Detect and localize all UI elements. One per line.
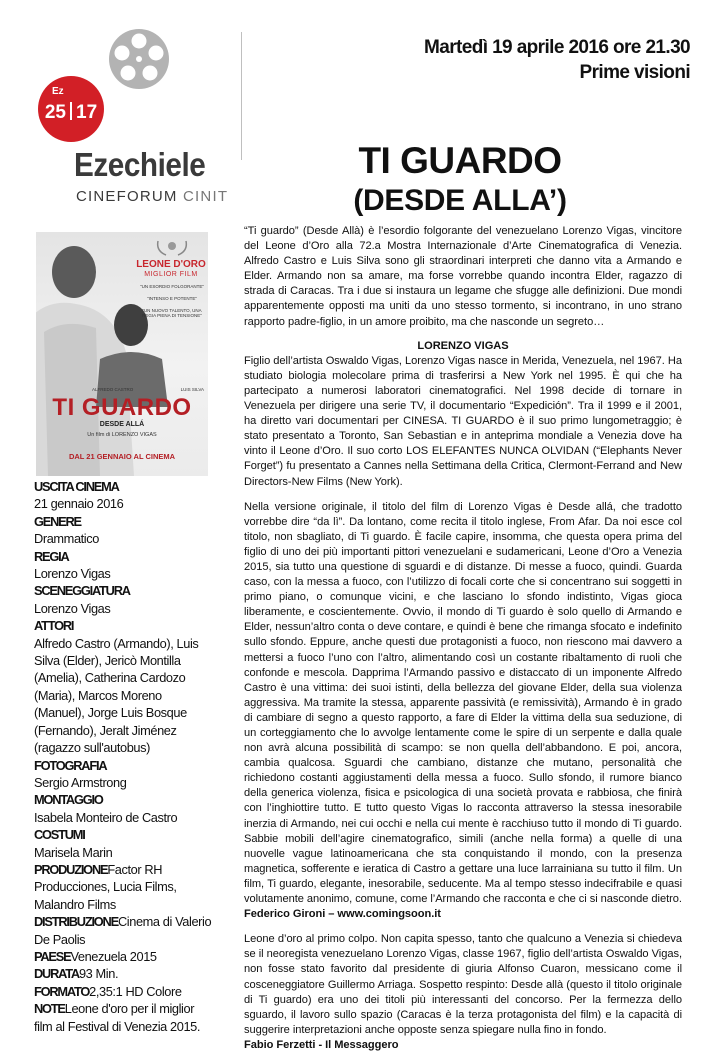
credit-value: Venezuela 2015 (70, 948, 157, 964)
poster-award-sub: MIGLIOR FILM (144, 271, 198, 278)
credit-label: GENERE (34, 513, 81, 529)
credit-row (34, 948, 212, 965)
credit-row (34, 965, 212, 982)
credit-row (34, 913, 212, 948)
logo-sub-cineforum: CINEFORUM (76, 188, 178, 205)
review-comingsoon: Nella versione originale, il titolo del film di Lorenzo Vigas è Desde allá, che tradotto vorrebbe dire “da lì”. Da lontano, come recita il titolo inglese, From Afar. Da noi esce col titolo, non sbagliato, di Ti guardo. È facile capire, insomma, che questa opera prima del figlio di uno dei più importanti pittori venezuelani e sudamericani, Leone d’Oro a Venezia 2015, sia tutto una questione di sguardi e di distanze. Di messe a fuoco, quindi. Guarda caso, con la messa a fuoco, con l’utilizzo di focali corte che si concentrano sui soggetti in primo piano, o comunque vicini, e che lasciano lo sfondo indistinto, Vigas gioca liberamente, e coscientemente. Ovvio, il mondo di Ti guardo è solo quello di Armando e Elder, nessun’altro conta o deve contare, e quindi è bene che rimanga sfocato e indefinito sullo sfondo. Eppure, anche questi due protagonisti a fuoco, non riescono mai davvero a mettersi a fuoco l’uno con l’altro, alimentando così un costante ribaltamento di ruoli che confonde e mescola. Dapprima l’Armando passivo e distaccato di un imponente Alfredo Castro è una vittima: dei suoi istinti, della bellezza del giovane Elder, della sua violenza aggressiva. Ma tramite la stessa, apparente passività (e remissività), Armando è in grado di cambiare di segno a questo rapporto, a fare di Elder la vittima della sua seduzione, di un corteggiamento che lo avvolge lentamente come le spire di un serpente e dalla quale non avrà alcuna possibilità di scampo: se non quella dell’abbandono. E poi, ancora, cambia qualcosa. Sguardi che cambiano, distanze che mutano, personalità che richiedono costanti aggiustamenti della messa a fuoco. Sullo sfondo, il rumore bianco della generica violenza, fisica e psicologica di una società provata e rabbiosa, che finirà con l’inghiottire tutto. E tutto questo Vigas lo racconta attraverso la stessa inesorabile inerzia di Armando, nei cui occhi e nella cui mente è racchiuso tutto il mondo di Ti guardo. Sabbie mobili dell’agire cinematografico, simili (anche nella forma) a quelle di una nuovelle vague latinoamericana che sta conquistando il mondo, con la presenza magnetica, sofferente e ieratica di Castro a gettare una luce larrainiana su tutto il film. Un film, Ti guardo, elegante, inesorabile, seducente. Ma al tempo stesso indecifrabile e quasi volutamente anonimo, comune, come l’Armando che racconta e che ci si nasconde dietro. (244, 500, 682, 906)
credit-label: SCENEGGIATURA (34, 583, 130, 599)
poster-quote: "UN ESORDIO FOLGORANTE" (140, 284, 204, 289)
poster-award: LEONE D'ORO (136, 259, 206, 270)
credit-row (34, 826, 212, 861)
article-body (244, 224, 682, 1053)
poster-cast-left: ALFREDO CASTRO (92, 387, 134, 392)
credit-value: 21 gennaio 2016 (34, 496, 124, 512)
credit-label: ATTORI (34, 618, 74, 634)
credit-value: Lorenzo Vigas (34, 600, 111, 616)
header-divider (241, 32, 242, 160)
credit-row (34, 791, 212, 826)
credit-row (34, 513, 212, 548)
poster-title: TI GUARDO (52, 394, 192, 421)
screening-date: Martedì 19 aprile 2016 ore 21.30 (424, 37, 690, 58)
credit-value: Leone d'oro per il miglior film al Festival di Venezia 2015. (34, 1001, 201, 1034)
film-poster (36, 232, 208, 476)
credit-label: DURATA (34, 966, 79, 982)
film-credits (34, 478, 212, 1035)
poster-release-date: DAL 21 GENNAIO AL CINEMA (68, 452, 176, 461)
credit-row (34, 548, 212, 583)
credit-value: Sergio Armstrong (34, 774, 127, 790)
credit-value: 2,35:1 HD Colore (89, 983, 182, 999)
credit-value: Cinema di Valerio De Paolis (34, 914, 212, 947)
logo-badge (38, 76, 104, 142)
credit-row (34, 861, 212, 913)
credit-value: Factor RH Producciones, Lucia Films, Malandro Films (34, 861, 177, 912)
credit-label: REGIA (34, 548, 69, 564)
credit-row (34, 478, 212, 513)
poster-cast-right: LUIS SILVA (180, 387, 204, 392)
badge-season (38, 102, 104, 124)
badge-year-start: 25 (44, 102, 66, 123)
film-title: TI GUARDO (358, 140, 562, 181)
logo-subtitle (76, 188, 228, 205)
credit-value: 93 Min. (78, 966, 119, 982)
credit-label: PRODUZIONE (34, 861, 108, 877)
credit-value: Alfredo Castro (Armando), Luis Silva (Elder), Jericò Montilla (Amelia), Catherina Cardozo (Maria), Marcos Moreno (Manuel), Jorge Luis Bosque (Fernando), Jeralt Jiménez (ragazzo sull'autobus) (34, 635, 199, 756)
review-messaggero: Leone d’oro al primo colpo. Non capita spesso, tanto che qualcuno a Venezia si chiedeva se il neoregista venezuelano Lorenzo Vigas, classe 1967, figlio dell’artista Oswaldo Vigas, non fosse stato favorito dal presidente di giuria Alfonso Cuaron, messicano come il cosceneggiatore Guillermo Arriaga. Sospetto respinto: Desde allà (questo il titolo originale di Ti guardo) era uno dei titoli più interessanti del concorso. Per la fermezza dello sguardo, il lavoro sullo spazio (Caracas è la terza protagonista del film) e la capacità di suggerire interpretazioni anche opposte senza spiegare nulla fino in fondo. (244, 933, 682, 1036)
credit-label: COSTUMI (34, 827, 85, 843)
credit-label: USCITA CINEMA (34, 479, 119, 494)
credit-label: NOTE (34, 1001, 65, 1017)
poster-quote: "UN NUOVO TALENTO, UNA REGIA PIENA DI TENSIONE" (142, 308, 202, 318)
cineforum-logo (30, 28, 229, 213)
credit-label: MONTAGGIO (34, 792, 103, 808)
credit-label: FORMATO (34, 983, 90, 999)
credit-row (34, 1000, 212, 1035)
director-bio: Figlio dell’artista Oswaldo Vigas, Lorenzo Vigas nasce in Merida, Venezuela, nel 1967. Ha studiato biologia molecolare prima di trasferirsi a New York nel 1995. È qui che ha partecipato a numerosi laboratori cinematografici. Nel 1998 decide di tornare in Venezuela per dirigere una serie TV, il documentario “Expedición”. Tra il 1999 e il 2001, ha diretto vari documentari per CINESA. TI GUARDO è il suo primo lungometraggio; è stato presentato a Toronto, San Sebastian e in anteprima mondiale a Venezia dove ha vinto il Leone d’Oro. Il suo corto LOS ELEFANTES NUNCA OLVIDAN (“Elephants Never Forget”) fu presentato a Cannes nella Settimana della Critica, Clermont-Ferrand and New Directors-New Films (New York). (244, 354, 682, 488)
logo-sub-cinit: CINIT (183, 188, 229, 205)
film-synopsis: “Ti guardo” (Desde Allà) è l’esordio folgorante del venezuelano Lorenzo Vigas, vincitore del Leone d’Oro alla 72.a Mostra Internazionale d’Arte Cinematografica di Venezia. Alfredo Castro e Luis Silva sono gli straordinari interpreti che danno vita a Armando e Elder. Armando non sa amare, ma forse vorrebbe quando incontra Elder, ragazzo di strada di Caracas. Tra i due si instaura un legame che sfugge alle definizioni. Due mondi apparentemente opposti ma uniti da uno stesso tormento, si incontrano, in uno strano rapporto padre-figlio, in un amore proibito, ma che nasconde un segreto… (244, 225, 682, 328)
poster-subtitle: DESDE ALLÁ (99, 421, 145, 428)
badge-divider (70, 102, 72, 120)
director-heading: LORENZO VIGAS (417, 339, 509, 352)
credit-label: PAESE (34, 948, 71, 964)
credit-value: Marisela Marin (34, 844, 113, 860)
film-original-title: (DESDE ALLA’) (353, 184, 567, 217)
credit-value: Lorenzo Vigas (34, 566, 111, 582)
section-label: Prime visioni (579, 62, 690, 83)
review-signature: Federico Gironi – www.comingsoon.it (244, 908, 441, 921)
poster-quote: "INTENSO E POTENTE" (147, 296, 197, 301)
credit-label: FOTOGRAFIA (34, 757, 107, 773)
credit-value: Drammatico (34, 531, 99, 547)
credit-value: Isabela Monteiro de Castro (34, 809, 178, 825)
credit-label: DISTRIBUZIONE (34, 914, 118, 930)
film-reel-icon (108, 28, 170, 90)
badge-ez: Ez (52, 86, 64, 97)
logo-name: Ezechiele (74, 146, 206, 183)
credit-row (34, 757, 212, 792)
poster-cast (92, 387, 204, 392)
badge-year-end: 17 (76, 102, 98, 123)
credit-row (34, 582, 212, 617)
poster-director: Un film di LORENZO VIGAS (87, 432, 157, 438)
credit-row (34, 983, 212, 1000)
venice-laurel-icon (154, 237, 190, 257)
review-signature: Fabio Ferzetti - Il Messaggero (244, 1038, 399, 1051)
credit-row (34, 617, 212, 756)
